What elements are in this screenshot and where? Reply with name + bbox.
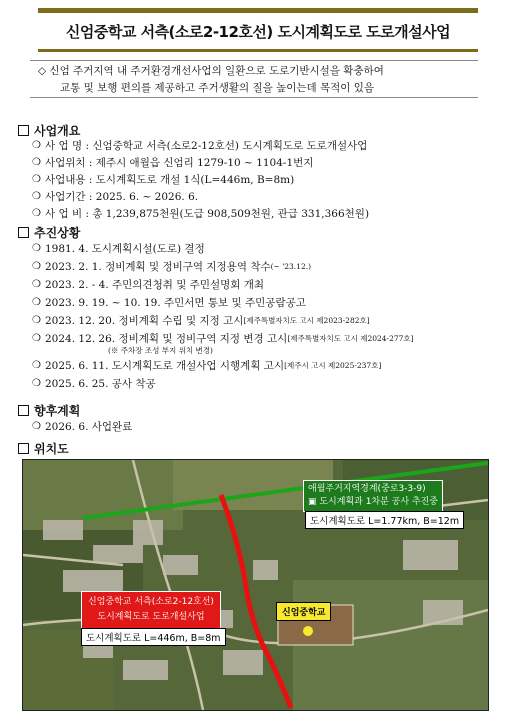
circle-bullet-icon: ❍ [32,360,41,371]
boundary-road-label: 애월주거지역경계(중로3-3-9) ▣ 도시계획과 1차분 공사 추진중 [303,480,443,512]
purpose-line-2: 교통 및 보행 편의를 제공하고 주거생활의 질을 높이는데 목적이 있음 [60,82,375,94]
circle-bullet-icon: ❍ [32,421,41,432]
circle-bullet-icon: ❍ [32,140,41,151]
section-progress [18,224,80,241]
progress-item: ❍ 1981. 4. 도시계획시설(도로) 결정 [32,243,205,255]
purpose-box [30,60,478,98]
project-road-spec: 도시계획도로 L=446m, B=8m [81,628,226,646]
circle-bullet-icon: ❍ [32,333,41,344]
section-progress-title: 추진상황 [34,226,81,240]
square-bullet-icon [18,405,29,416]
circle-bullet-icon: ❍ [32,279,41,290]
circle-bullet-icon: ❍ [32,157,41,168]
progress-item: ❍ 2023. 12. 20. 정비계획 수립 및 지정 고시 [제주특별자치도 고시 제2023-282호] [32,315,370,327]
circle-bullet-icon: ❍ [32,315,41,326]
circle-bullet-icon: ❍ [32,208,41,219]
square-bullet-icon [18,125,29,136]
school-marker [303,626,313,636]
progress-item: ❍ 2024. 12. 26. 정비계획 및 정비구역 지정 변경 고시 [제주특별자치도 고시 제2024-277호] [32,333,414,345]
purpose-line-1: 신엄 주거지역 내 주거환경개선사업의 일환으로 도로기반시설을 확충하여 [49,65,384,77]
circle-bullet-icon: ❍ [32,297,41,308]
progress-item: ❍ 2023. 2. 1. 정비계획 및 정비구역 지정용역 착수 (~ '23.12.) [32,261,312,273]
overview-item: ❍ 사 업 비 : 총 1,239,875천원(도급 908,509천원, 관급 331,366천원) [32,208,370,220]
square-bullet-icon [18,443,29,454]
title-bottom-rule [38,49,478,52]
school-label: 신엄중학교 [276,602,331,621]
overview-item: ❍ 사업내용 : 도시계획도로 개설 1식(L=446m, B=8m) [32,174,295,186]
circle-bullet-icon: ❍ [32,191,41,202]
document-title: 신엄중학교 서측(소로2-12호선) 도시계획도로 도로개설사업 [65,22,451,41]
location-map [22,459,489,711]
progress-item: ❍ 2023. 2. - 4. 주민의견청취 및 주민설명회 개최 [32,279,265,291]
progress-item: ❍ 2023. 9. 19. ~ 10. 19. 주민서면 통보 및 주민공람공고 [32,297,306,309]
section-plan-title: 향후계획 [34,404,81,418]
boundary-road-spec: 도시계획도로 L=1.77km, B=12m [305,511,464,529]
section-location [18,440,69,457]
title-block [38,8,478,52]
section-overview-title: 사업개요 [34,124,81,138]
diamond-icon: ◇ [38,65,47,77]
progress-item: ❍ 2025. 6. 11. 도시계획도로 개설사업 시행계획 고시 [제주시 고시 제2025-237호] [32,360,382,372]
circle-bullet-icon: ❍ [32,378,41,389]
progress-note: (※ 주차장 조성 부지 위치 변경) [108,346,213,355]
overview-item: ❍ 사 업 명 : 신엄중학교 서측(소로2-12호선) 도시계획도로 도로개설사업 [32,140,368,152]
section-overview [18,122,80,139]
progress-item: ❍ 2025. 6. 25. 공사 착공 [32,378,156,390]
circle-bullet-icon: ❍ [32,261,41,272]
circle-bullet-icon: ❍ [32,174,41,185]
overview-item: ❍ 사업기간 : 2025. 6. ~ 2026. 6. [32,191,199,203]
section-plan [18,402,80,419]
circle-bullet-icon: ❍ [32,243,41,254]
overview-item: ❍ 사업위치 : 제주시 애월읍 신엄리 1279-10 ~ 1104-1번지 [32,157,314,169]
square-bullet-icon [18,227,29,238]
plan-item: ❍ 2026. 6. 사업완료 [32,421,133,433]
section-location-title: 위치도 [34,442,69,456]
project-road-label: 신엄중학교 서측(소로2-12호선) 도시계획도로 도로개설사업 [81,591,221,629]
